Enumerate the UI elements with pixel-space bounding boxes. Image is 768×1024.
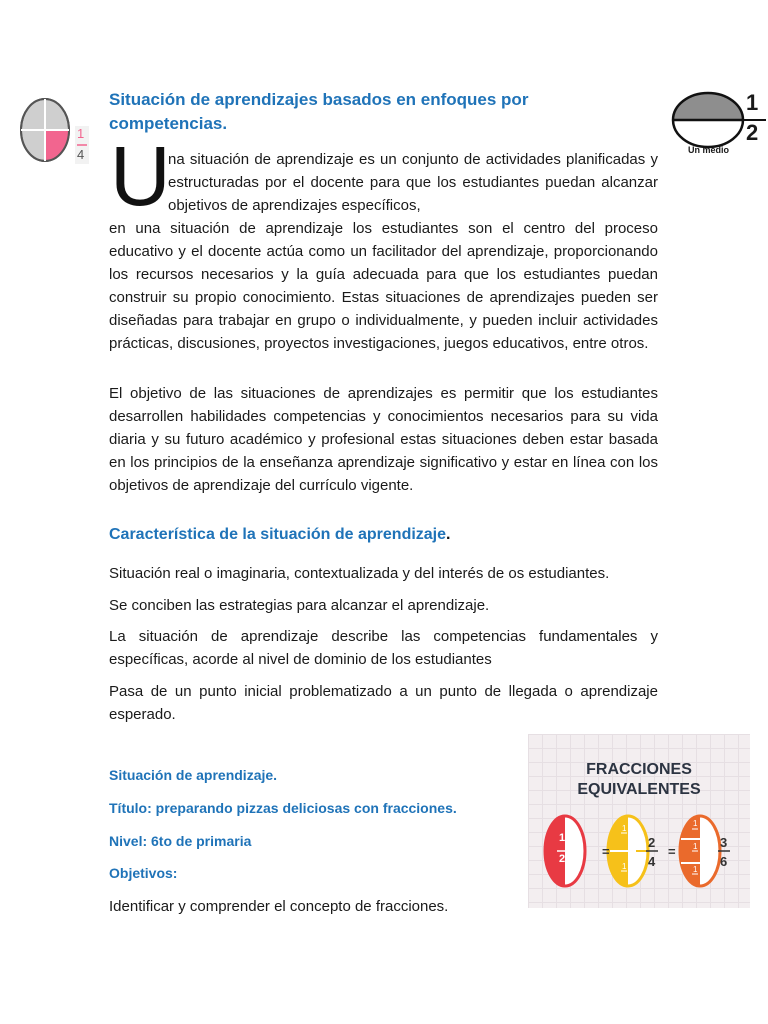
- fraction-half-den: 2: [559, 853, 566, 865]
- heading-period: .: [446, 526, 451, 543]
- characteristics-heading: [109, 526, 450, 544]
- fraction-three-sixths-num: 3: [720, 835, 728, 850]
- sixth-label: 1: [693, 819, 698, 828]
- quarter-label-bottom: 1: [622, 862, 627, 871]
- poster-title-line1: FRACCIONES: [586, 761, 692, 778]
- objective-paragraph: El objetivo de las situaciones de aprendizajes es permitir que los estudiantes desarrollen habilidades competencias y conocimientos necesarios para su vida diaria y su futuro académico y profesional estas situaciones deben estar basada en los principios de la enseñanza aprendizaje significativo y estar en línea con los objetivos de aprendizaje del currículo vigente.: [109, 385, 658, 494]
- lesson-level: Nivel: 6to de primaria: [109, 833, 252, 849]
- equals-sign: =: [602, 844, 610, 859]
- fraction-half-num: 1: [559, 832, 566, 844]
- quarter-denominator: 4: [77, 147, 85, 162]
- equivalent-fractions-poster: [528, 734, 750, 908]
- fraction-three-sixths-den: 6: [720, 854, 728, 869]
- objective-item: Identificar y comprender el concepto de fracciones.: [109, 898, 449, 915]
- fraction-two-fourths-den: 4: [648, 854, 656, 869]
- lesson-title: Título: preparando pizzas deliciosas con fracciones.: [109, 800, 457, 816]
- characteristics-heading-text: Característica de la situación de aprendizaje: [109, 526, 447, 543]
- lesson-label: Situación de aprendizaje.: [109, 767, 278, 783]
- equals-sign: =: [668, 844, 676, 859]
- characteristic-item: Se conciben las estrategias para alcanzar el aprendizaje.: [109, 597, 490, 614]
- fraction-two-fourths-num: 2: [648, 835, 656, 850]
- characteristic-item: Pasa de un punto inicial problematizado a un punto de llegada o aprendizaje esperado.: [109, 683, 658, 723]
- sixth-label: 1: [693, 842, 698, 851]
- half-denominator: 2: [746, 120, 759, 145]
- quarter-label-top: 1: [622, 824, 627, 833]
- characteristic-item: Situación real o imaginaria, contextualizada y del interés de os estudiantes.: [109, 565, 610, 582]
- sixth-label: 1: [693, 865, 698, 874]
- page-title: Situación de aprendizajes basados en enfoques por competencias.: [109, 90, 529, 133]
- characteristic-item: La situación de aprendizaje describe las competencias fundamentales y específicas, acorde al nivel de dominio de los estudiantes: [109, 628, 658, 668]
- drop-cap: U: [110, 129, 171, 223]
- half-numerator: 1: [746, 90, 759, 115]
- poster-title-line2: EQUIVALENTES: [577, 781, 701, 798]
- half-circle-icon: [668, 86, 768, 158]
- intro-first-lines: na situación de aprendizaje es un conjunto de actividades planificadas y estructuradas por el docente para que los estudiantes puedan alcanzar objetivos de aprendizajes específicos,: [168, 151, 658, 214]
- fraction-circles-graphic: [528, 734, 750, 908]
- objectives-label: Objetivos:: [109, 865, 178, 881]
- quarter-numerator: 1: [77, 126, 85, 141]
- intro-paragraph: en una situación de aprendizaje los estudiantes son el centro del proceso educativo y el docente actúa como un facilitador del aprendizaje, proporcionando los recursos necesarios y la guía adecuada para que los estudiantes puedan construir su propio conocimiento. Estas situaciones de aprendizajes pueden ser diseñadas para trabajar en grupo o individualmente, y pueden incluir actividades prácticas, discusiones, proyectos investigaciones, juegos educativos, entre otros.: [109, 220, 658, 352]
- half-caption: Un medio: [688, 145, 730, 155]
- quarter-circle-icon: [18, 92, 98, 168]
